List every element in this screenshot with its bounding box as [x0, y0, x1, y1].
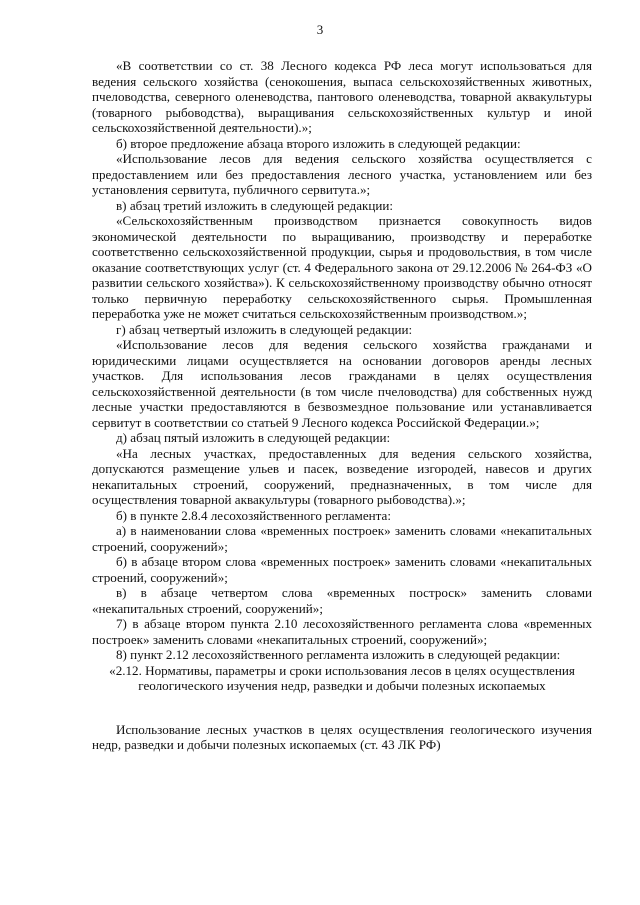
paragraph-13: в) в абзаце четвертом слова «временных построск» заменить словами «некапитальных строений, сооружений»; [92, 585, 592, 616]
paragraph-9: «На лесных участках, предоставленных для ведения сельского хозяйства, допускаются размещение ульев и пасек, возведение изгородей, навесов и других некапитальных строений, сооружений, предназначенных, в том числе для осуществления товарной аквакультуры (товарного рыбоводства).»; [92, 445, 592, 507]
paragraph-5: «Сельскохозяйственным производством признается совокупность видов экономической деятельности по выращиванию, производству и переработке соответственно сельскохозяйственной продукции, сырья и продовольствия, в том числе оказание соответствующих услуг (ст. 4 Федерального закона от 29.12.2006 № 264-ФЗ «О развитии сельского хозяйства»). К сельскохозяйственному производству обычно относят только первичную переработку сельскохозяйственного сырья. Промышленная переработка уже не может считаться сельскохозяйственным производством.»; [92, 213, 592, 321]
paragraph-3: «Использование лесов для ведения сельского хозяйства осуществляется с предоставлением или без предоставления лесного участка, установлением или без установления сервитута, публичного сервитута.»; [92, 151, 592, 197]
paragraph-10: б) в пункте 2.8.4 лесохозяйственного регламента: [116, 507, 391, 523]
document-body [92, 58, 592, 753]
section-heading: «2.12. Нормативы, параметры и сроки использования лесов в целях осуществления геологического изучения недр, разведки и добычи полезных ископаемых [109, 662, 575, 693]
paragraph-7: «Использование лесов для ведения сельского хозяйства гражданами и юридическими лицами осуществляется на основании договоров аренды лесных участков. Для использования лесов гражданами в целях осуществления сельскохозяйственной деятельности (в том числе пчеловодства) для собственных нужд лесные участки предоставляются в безвозмездное пользование или устанавливается сервитут в соответствии со статьей 9 Лесного кодекса Российской Федерации.»; [92, 337, 592, 430]
paragraph-14: 7) в абзаце втором пункта 2.10 лесохозяйственного регламента слова «временных построек» заменить словами «некапитальных строений, сооружений»; [92, 616, 592, 647]
paragraph-12: б) в абзаце втором слова «временных построек» заменить словами «некапитальных строений, сооружений»; [92, 554, 592, 585]
paragraph-11: а) в наименовании слова «временных построек» заменить словами «некапитальных строений, сооружений»; [92, 523, 592, 554]
paragraph-6: г) абзац четвертый изложить в следующей редакции: [116, 321, 413, 337]
paragraph-2: б) второе предложение абзаца второго изложить в следующей редакции: [116, 135, 521, 151]
paragraph-4: в) абзац третий изложить в следующей редакции: [116, 197, 394, 213]
paragraph-8: д) абзац пятый изложить в следующей редакции: [116, 430, 391, 445]
final-paragraph: Использование лесных участков в целях осуществления геологического изучения недр, разведки и добычи полезных ископаемых (ст. 43 ЛК РФ) [92, 721, 592, 752]
paragraph-1: «В соответствии со ст. 38 Лесного кодекса РФ леса могут использоваться для ведения сельского хозяйства (сенокошения, выпаса сельскохозяйственных животных, пчеловодства, северного оленеводства, пантового оленеводства, товарной аквакультуры (товарного рыбоводства), выращивания сельскохозяйственных культур и иной сельскохозяйственной деятельности).»; [92, 58, 592, 135]
page-number: 3 [316, 22, 324, 37]
paragraph-15: 8) пункт 2.12 лесохозяйственного регламента изложить в следующей редакции: [116, 647, 561, 662]
